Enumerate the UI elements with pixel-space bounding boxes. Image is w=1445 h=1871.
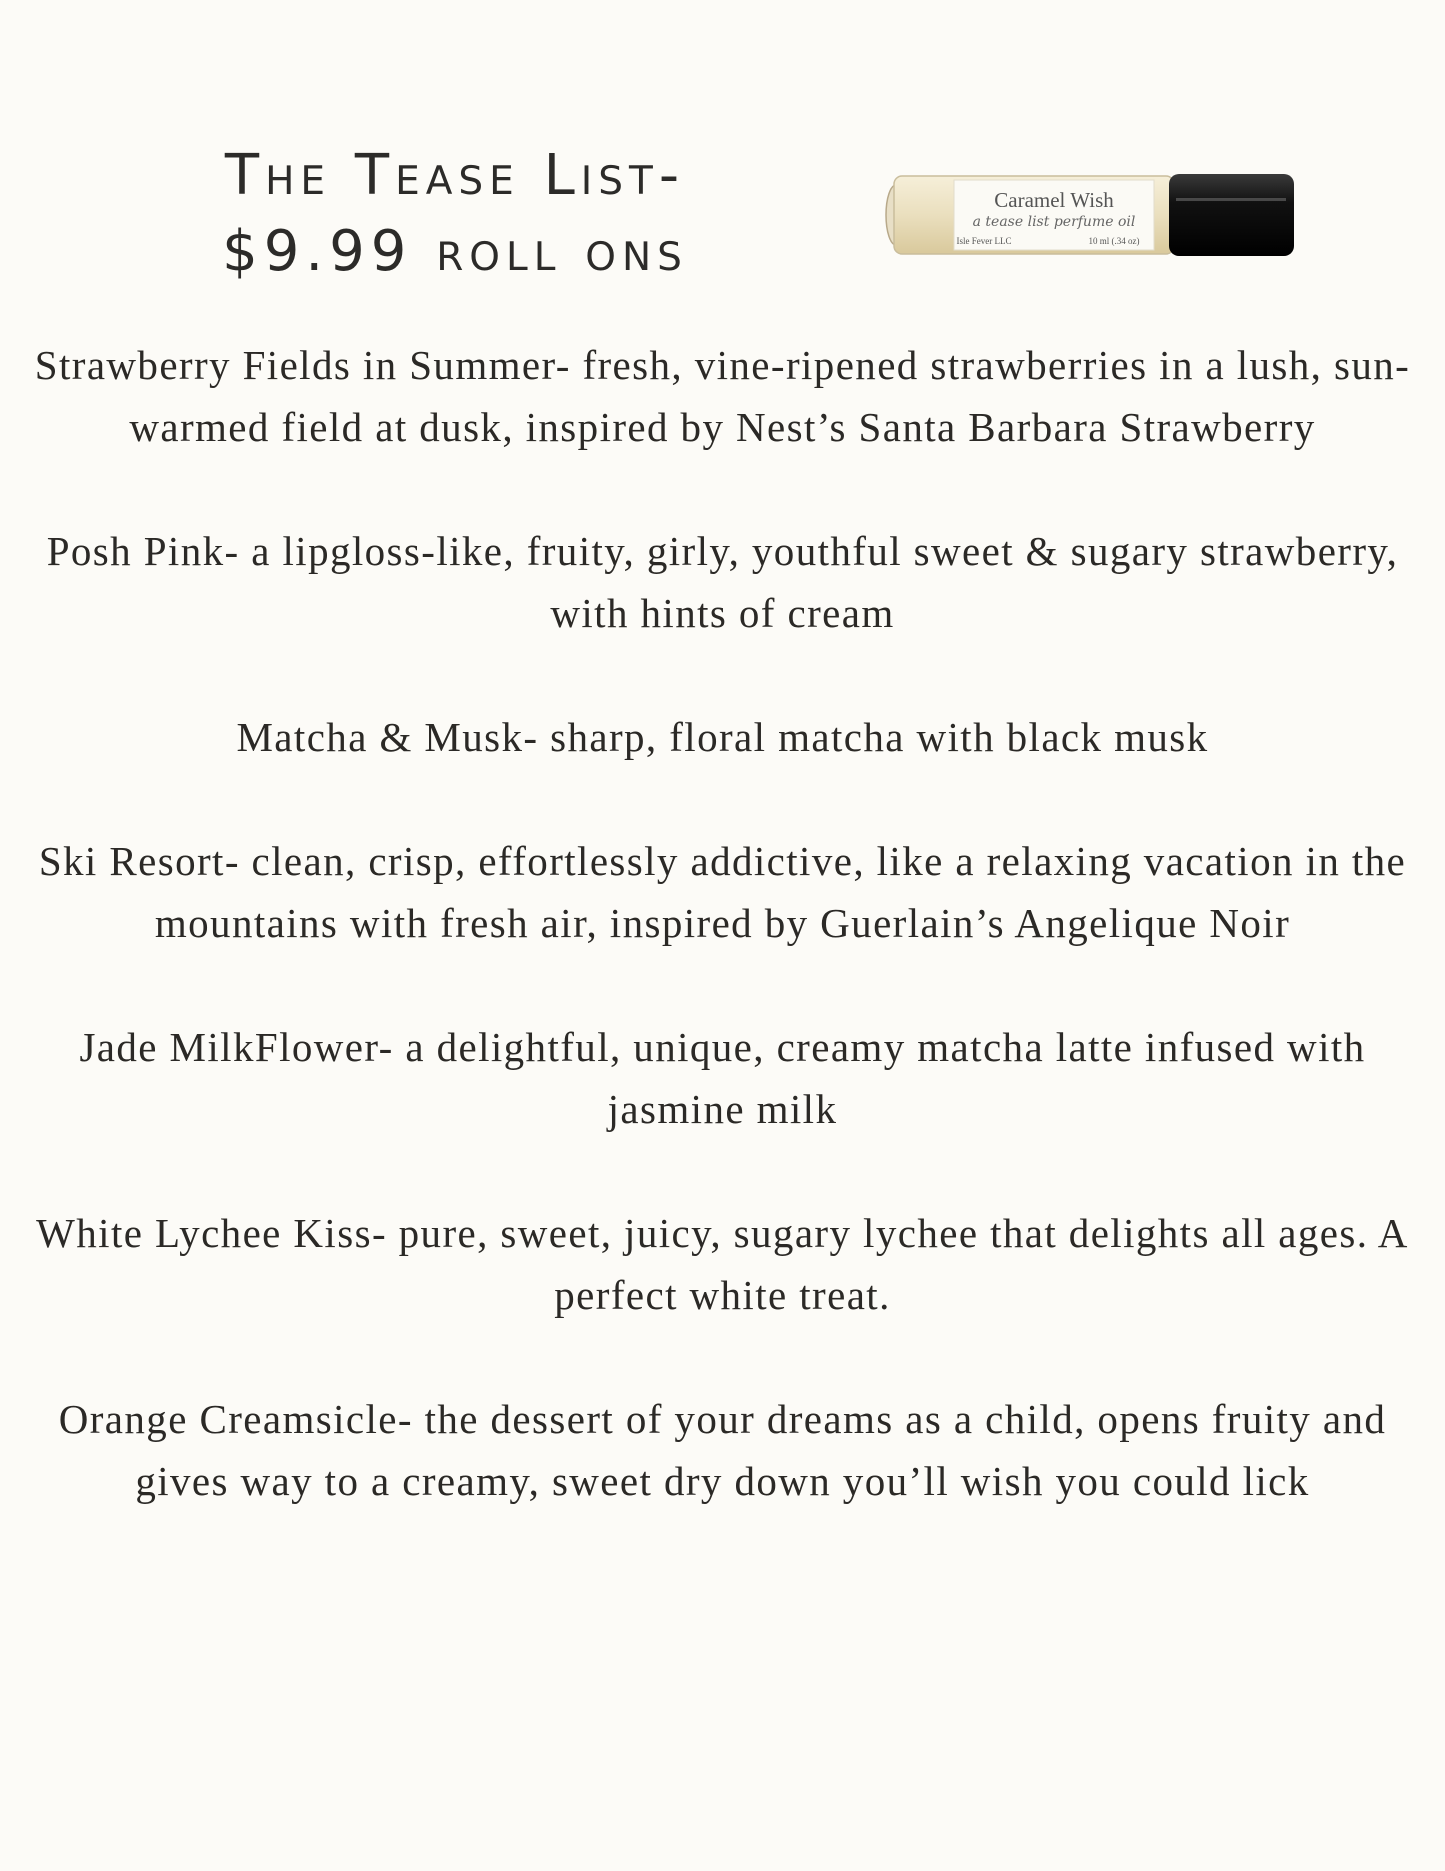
fragrance-entry-ski-resort <box>30 830 1415 954</box>
fragrance-entry-posh-pink <box>30 520 1415 644</box>
fragrance-name: Ski Resort <box>38 838 225 884</box>
title-line-1: The Tease List- <box>224 143 686 208</box>
fragrance-name: White Lychee Kiss <box>36 1210 372 1256</box>
bottle-label-volume: 10 ml (.34 oz) <box>1088 236 1140 246</box>
name-separator: - <box>224 838 252 884</box>
fragrance-entry-jade-milkflower <box>30 1016 1415 1140</box>
fragrance-name: Orange Creamsicle <box>58 1396 398 1442</box>
fragrance-name: Posh Pink <box>46 528 225 574</box>
page-title <box>160 138 750 290</box>
fragrance-description: a delightful, unique, creamy matcha latte infused with jasmine milk <box>405 1024 1366 1132</box>
name-separator: - <box>397 1396 425 1442</box>
fragrance-entry-white-lychee-kiss <box>30 1202 1415 1326</box>
bottle-label-name: Caramel Wish <box>994 188 1114 212</box>
name-separator: - <box>523 714 551 760</box>
title-line-2: $9.99 roll ons <box>222 219 688 284</box>
fragrance-entry-matcha-musk <box>30 706 1415 768</box>
fragrance-entry-strawberry-fields <box>30 334 1415 458</box>
fragrance-description: sharp, floral matcha with black musk <box>550 714 1209 760</box>
fragrance-description: fresh, vine-ripened strawberries in a lush, sun-warmed field at dusk, inspired by Nest’s Santa Barbara Strawberry <box>129 342 1411 450</box>
fragrance-name: Strawberry Fields in Summer <box>34 342 556 388</box>
fragrance-entry-orange-creamsicle <box>30 1388 1415 1512</box>
name-separator: - <box>555 342 583 388</box>
name-separator: - <box>371 1210 399 1256</box>
fragrance-description: a lipgloss-like, fruity, girly, youthful sweet & sugary strawberry, with hints of cream <box>251 528 1399 636</box>
fragrance-name: Matcha & Musk <box>236 714 524 760</box>
fragrance-description: pure, sweet, juicy, sugary lychee that delights all ages. A perfect white treat. <box>398 1210 1409 1318</box>
roll-on-bottle-illustration <box>884 168 1298 262</box>
fragrance-list <box>30 334 1415 1574</box>
fragrance-description: the dessert of your dreams as a child, opens fruity and gives way to a creamy, sweet dry down you’ll wish you could lick <box>135 1396 1387 1504</box>
bottle-label-script: a tease list perfume oil <box>972 214 1136 230</box>
name-separator: - <box>378 1024 406 1070</box>
fragrance-name: Jade MilkFlower <box>79 1024 379 1070</box>
fragrance-description: clean, crisp, effortlessly addictive, like a relaxing vacation in the mountains with fresh air, inspired by Guerlain’s Angelique Noir <box>154 838 1407 946</box>
name-separator: - <box>224 528 252 574</box>
roll-on-bottle-image <box>884 168 1298 262</box>
bottle-label-brand: Isle Fever LLC <box>956 236 1012 246</box>
